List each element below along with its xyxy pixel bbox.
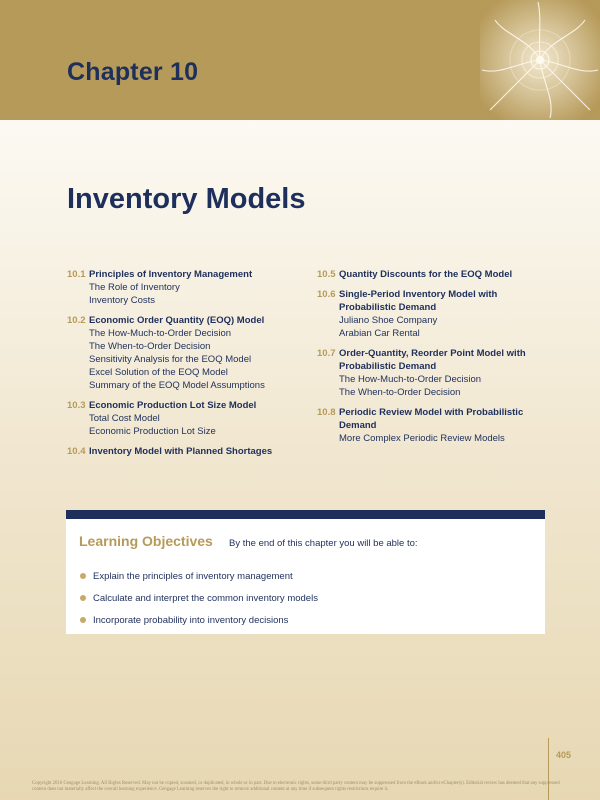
toc-section xyxy=(317,268,542,281)
page-number: 405 xyxy=(556,750,572,760)
section-number: 10.3 xyxy=(67,400,86,411)
section-number: 10.4 xyxy=(67,446,86,457)
objective-text: Calculate and interpret the common inventory models xyxy=(93,592,318,604)
bullet-dot-icon xyxy=(80,595,86,601)
objective-item xyxy=(80,609,318,631)
subsection-title: Inventory Costs xyxy=(89,295,155,306)
toc-right-column xyxy=(317,268,542,452)
objective-text: Explain the principles of inventory management xyxy=(93,570,293,582)
chapter-label: Chapter 10 xyxy=(67,58,199,86)
section-title: Periodic Review Model with Probabilistic Demand xyxy=(339,407,524,431)
section-title: Single-Period Inventory Model with Probabilistic Demand xyxy=(339,289,498,313)
learning-objectives-heading: Learning Objectives xyxy=(79,533,213,549)
subsection-title: The When-to-Order Decision xyxy=(89,341,211,352)
subsection-title: The How-Much-to-Order Decision xyxy=(339,374,482,385)
subsection-title: Summary of the EOQ Model Assumptions xyxy=(89,380,265,391)
subsection-title: Sensitivity Analysis for the EOQ Model xyxy=(89,354,252,365)
objective-item xyxy=(80,587,318,609)
section-title: Principles of Inventory Management xyxy=(89,269,253,280)
section-number: 10.6 xyxy=(317,289,336,300)
learning-objectives-bar xyxy=(66,510,545,519)
learning-objectives-box xyxy=(66,519,545,634)
section-number: 10.1 xyxy=(67,269,86,280)
section-title: Economic Production Lot Size Model xyxy=(89,400,257,411)
bullet-dot-icon xyxy=(80,617,86,623)
section-number: 10.8 xyxy=(317,407,336,418)
toc-section xyxy=(67,314,307,392)
toc-left-column xyxy=(67,268,307,465)
section-title: Economic Order Quantity (EOQ) Model xyxy=(89,315,265,326)
subsection-title: Economic Production Lot Size xyxy=(89,426,216,437)
toc-section xyxy=(67,399,307,438)
toc-section xyxy=(67,268,307,307)
learning-objectives-intro: By the end of this chapter you will be able to: xyxy=(229,538,418,549)
toc-section xyxy=(67,445,307,458)
learning-objectives-list xyxy=(80,565,318,631)
bullet-dot-icon xyxy=(80,573,86,579)
section-title: Quantity Discounts for the EOQ Model xyxy=(339,269,513,280)
toc-section xyxy=(317,288,542,340)
objective-text: Incorporate probability into inventory decisions xyxy=(93,614,289,626)
toc-section xyxy=(317,347,542,399)
toc-section xyxy=(317,406,542,445)
subsection-title: Arabian Car Rental xyxy=(339,328,420,339)
copyright-notice: Copyright 2016 Cengage Learning. All Rights Reserved. May not be copied, scanned, or duplicated, in whole or in part. Due to electronic rights, some third party content may be suppressed from the eBook and/or eChapter(s). Editorial review has deemed that any suppressed content does not materially affect the overall learning experience. Cengage Learning reserves the right to remove additional content at any time if subsequent rights restrictions require it. xyxy=(32,781,560,792)
chapter-title: Inventory Models xyxy=(67,183,306,215)
subsection-title: The When-to-Order Decision xyxy=(339,387,461,398)
section-title: Inventory Model with Planned Shortages xyxy=(89,446,273,457)
section-number: 10.5 xyxy=(317,269,336,280)
subsection-title: More Complex Periodic Review Models xyxy=(339,433,505,444)
fractal-ornament-icon xyxy=(480,0,600,120)
subsection-title: Total Cost Model xyxy=(89,413,160,424)
objective-item xyxy=(80,565,318,587)
subsection-title: Juliano Shoe Company xyxy=(339,315,438,326)
section-title: Order-Quantity, Reorder Point Model with Probabilistic Demand xyxy=(339,348,526,372)
subsection-title: The Role of Inventory xyxy=(89,282,180,293)
section-number: 10.7 xyxy=(317,348,336,359)
subsection-title: The How-Much-to-Order Decision xyxy=(89,328,232,339)
subsection-title: Excel Solution of the EOQ Model xyxy=(89,367,228,378)
section-number: 10.2 xyxy=(67,315,86,326)
chapter-header-band xyxy=(0,0,600,120)
